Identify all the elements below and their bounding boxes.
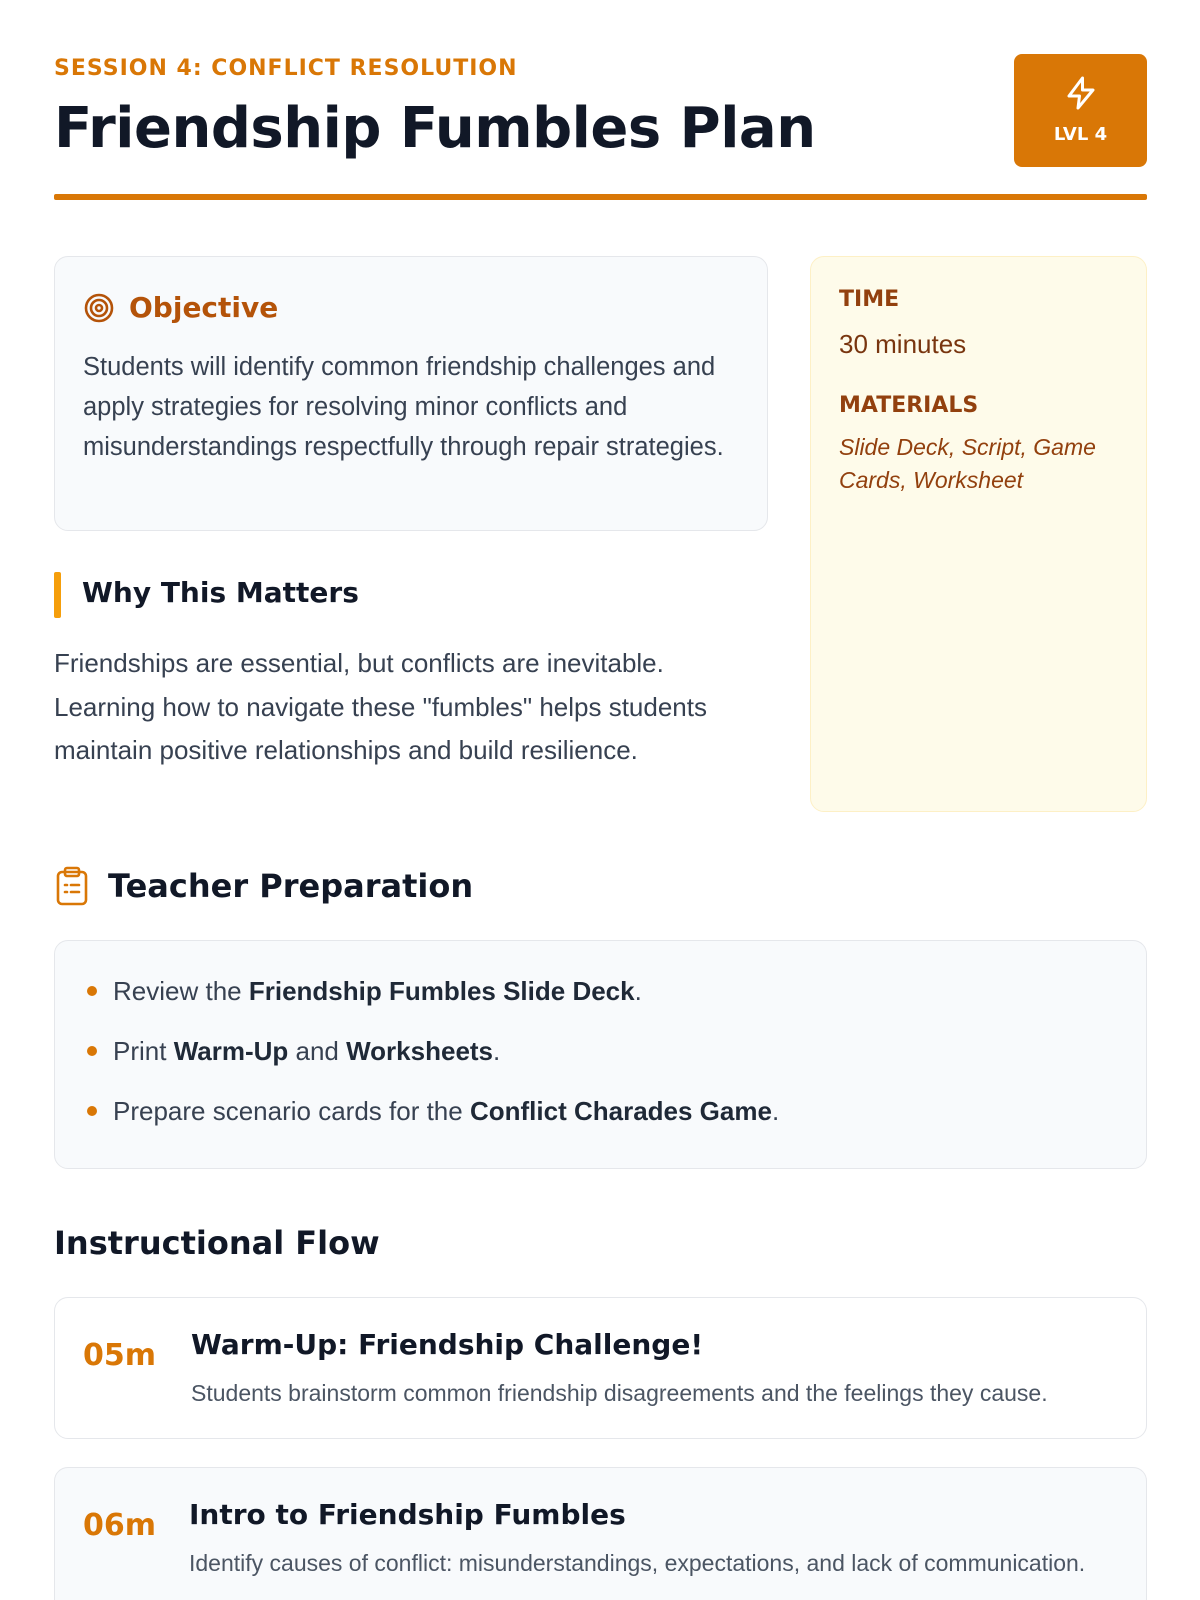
objective-text: Students will identify common friendship challenges and apply strategies for resolving minor conflicts and misunderstandings respectfully through repair strategies. bbox=[83, 353, 724, 461]
details-card bbox=[810, 256, 1147, 812]
step-title: Intro to Friendship Fumbles bbox=[189, 1498, 626, 1531]
level-label: LVL 4 bbox=[1053, 124, 1108, 145]
header-divider bbox=[54, 194, 1147, 200]
level-badge bbox=[1014, 54, 1147, 167]
list-item: Review the Friendship Fumbles Slide Deck. bbox=[87, 971, 779, 1031]
step-title: Warm-Up: Friendship Challenge! bbox=[191, 1328, 704, 1361]
lightning-icon bbox=[1063, 74, 1099, 112]
materials-value: Slide Deck, Script, Game Cards, Worksheet bbox=[839, 434, 1096, 493]
step-duration: 06m bbox=[83, 1508, 157, 1543]
page-title: Friendship Fumbles Plan bbox=[54, 96, 816, 161]
list-item: Prepare scenario cards for the Conflict Charades Game. bbox=[87, 1091, 779, 1151]
session-label: SESSION 4: CONFLICT RESOLUTION bbox=[54, 56, 518, 81]
why-heading: Why This Matters bbox=[82, 576, 359, 609]
flow-step bbox=[54, 1297, 1147, 1439]
why-text: Friendships are essential, but conflicts are inevitable. Learning how to navigate these "fumbles" helps students maintain positive relationships and build resilience. bbox=[54, 648, 707, 765]
flow-heading: Instructional Flow bbox=[54, 1224, 380, 1262]
materials-label: MATERIALS bbox=[839, 393, 979, 418]
prep-list bbox=[87, 971, 779, 1151]
clipboard-icon bbox=[54, 866, 90, 906]
prep-heading: Teacher Preparation bbox=[108, 867, 474, 905]
section-accent-bar bbox=[54, 572, 61, 618]
target-icon bbox=[83, 292, 115, 324]
flow-step bbox=[54, 1467, 1147, 1600]
step-description: Identify causes of conflict: misunderstandings, expectations, and lack of communication. bbox=[189, 1550, 1086, 1576]
objective-heading-row bbox=[83, 291, 278, 324]
objective-heading: Objective bbox=[129, 291, 279, 324]
lesson-header bbox=[54, 52, 1147, 202]
list-item: Print Warm-Up and Worksheets. bbox=[87, 1031, 779, 1091]
time-label: TIME bbox=[839, 287, 900, 312]
prep-card bbox=[54, 940, 1147, 1169]
time-value: 30 minutes bbox=[839, 329, 967, 359]
step-description: Students brainstorm common friendship disagreements and the feelings they cause. bbox=[191, 1380, 1048, 1406]
prep-heading-row bbox=[54, 866, 473, 906]
step-duration: 05m bbox=[83, 1338, 157, 1373]
objective-card bbox=[54, 256, 768, 531]
